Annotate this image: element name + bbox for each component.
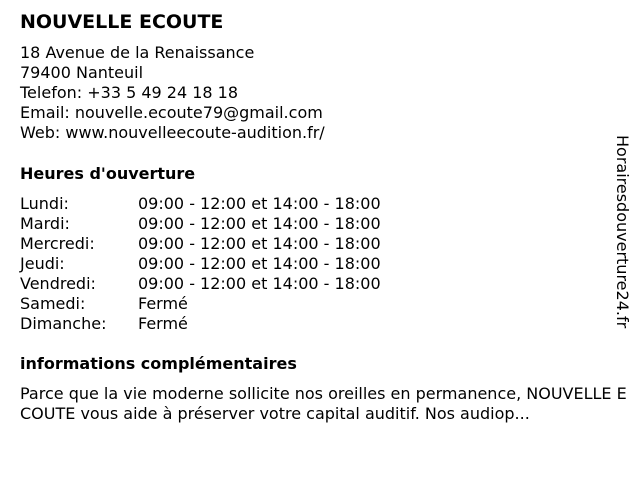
phone-number: Telefon: +33 5 49 24 18 18 xyxy=(20,83,239,102)
day-label: Lundi: xyxy=(20,194,69,213)
email-address: Email: nouvelle.ecoute79@gmail.com xyxy=(20,103,323,122)
website-url: Web: www.nouvelleecoute-audition.fr/ xyxy=(20,123,325,142)
hours-row-wednesday xyxy=(20,234,381,254)
hours-row-friday xyxy=(20,274,381,294)
hours-value: 09:00 - 12:00 et 14:00 - 18:00 xyxy=(138,254,381,273)
hours-value: Fermé xyxy=(138,294,188,313)
hours-value: Fermé xyxy=(138,314,188,333)
hours-value: 09:00 - 12:00 et 14:00 - 18:00 xyxy=(138,214,381,233)
opening-hours-table xyxy=(20,194,381,334)
hours-row-sunday xyxy=(20,314,381,334)
hours-row-saturday xyxy=(20,294,381,314)
site-watermark: Horairesdouverture24.fr xyxy=(613,135,632,329)
additional-info-text: Parce que la vie moderne sollicite nos oreilles en permanence, NOUVELLE ECOUTE vous aide à préserver votre capital auditif. Nos audiop... xyxy=(20,384,627,423)
day-label: Samedi: xyxy=(20,294,86,313)
day-label: Jeudi: xyxy=(20,254,65,273)
hours-row-thursday xyxy=(20,254,381,274)
additional-info-heading: informations complémentaires xyxy=(20,354,297,373)
address-line-city: 79400 Nanteuil xyxy=(20,63,144,82)
day-label: Dimanche: xyxy=(20,314,107,333)
opening-hours-heading: Heures d'ouverture xyxy=(20,164,196,183)
hours-value: 09:00 - 12:00 et 14:00 - 18:00 xyxy=(138,274,381,293)
hours-row-tuesday xyxy=(20,214,381,234)
day-label: Vendredi: xyxy=(20,274,96,293)
contact-block xyxy=(20,43,325,143)
hours-value: 09:00 - 12:00 et 14:00 - 18:00 xyxy=(138,194,381,213)
day-label: Mercredi: xyxy=(20,234,95,253)
address-line-street: 18 Avenue de la Renaissance xyxy=(20,43,255,62)
business-name: NOUVELLE ECOUTE xyxy=(20,11,224,33)
hours-row-monday xyxy=(20,194,381,214)
hours-value: 09:00 - 12:00 et 14:00 - 18:00 xyxy=(138,234,381,253)
day-label: Mardi: xyxy=(20,214,70,233)
